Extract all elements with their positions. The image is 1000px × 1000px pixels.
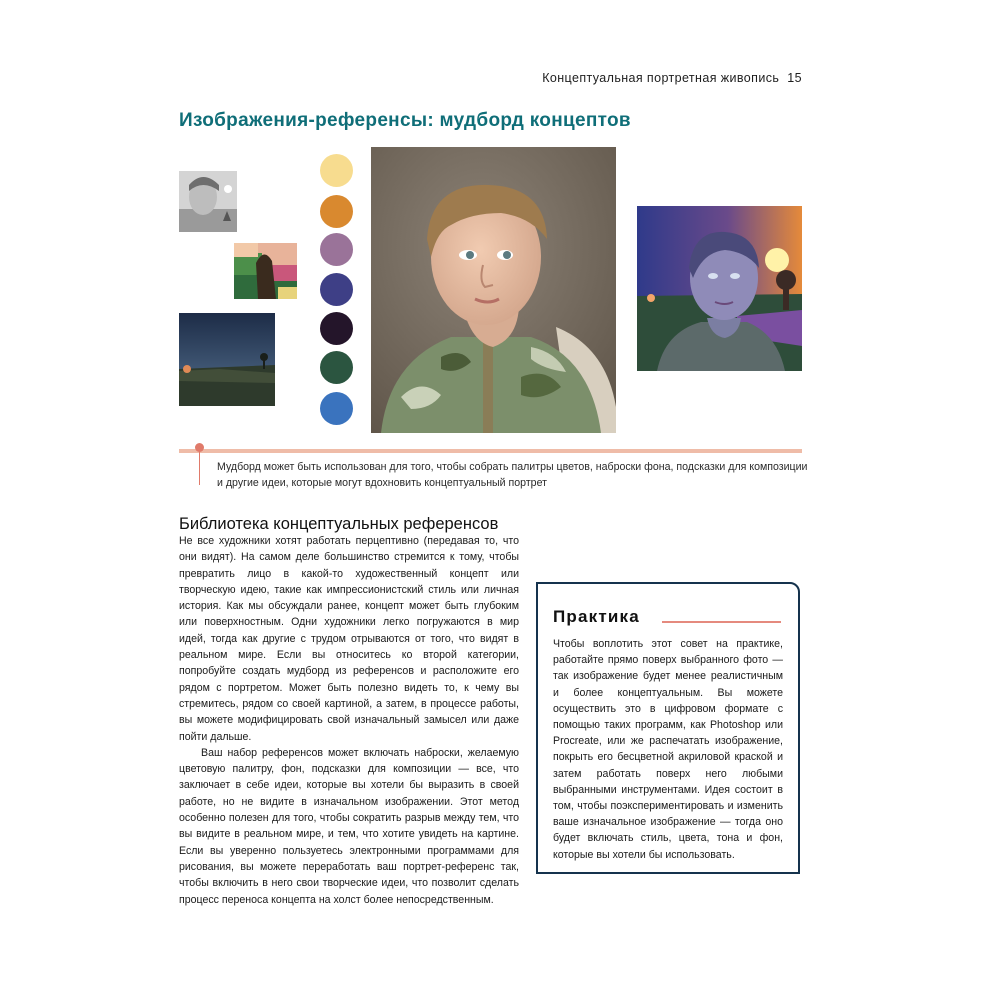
- running-header: [480, 71, 802, 85]
- palette-swatch-3: [320, 233, 353, 266]
- color-study-thumbnail: [234, 243, 297, 299]
- palette-swatch-6: [320, 351, 353, 384]
- body-paragraph: Ваш набор референсов может включать наброски, желаемую цветовую палитру, фон, подсказки для композиции — все, что заключает в себе идеи, которые вы хотели бы выразить в своей работе, но не видите в изначальном изображении. Этот метод особенно полезен для того, чтобы сократить разрыв между тем, что вы видите в реальном мире, и тем, что хотите увидеть на картине. Если вы уверенно пользуетесь электронными программами для рисования, вы можете переработать ваш портрет-референс так, чтобы включить в него свои творческие идеи, что позволит сделать процесс переноса концепта на холст более непосредственным.: [179, 746, 519, 906]
- practice-title-rule: [662, 621, 781, 623]
- page-number: 15: [787, 71, 802, 85]
- practice-title: Практика: [553, 607, 640, 626]
- caption-marker-line: [199, 451, 200, 485]
- caption-divider: [179, 449, 802, 453]
- palette-swatch-4: [320, 273, 353, 306]
- practice-text: Чтобы воплотить этот совет на практике, работайте прямо поверх выбранного фото — так изображение будет менее реалистичным и более концептуальным. Вы можете осуществить это в цифровом формате с помощью таких программ, как Photoshop или Procreate, или же распечатать изображение, покрыть его бесцветной акриловой краской и затем работать поверх него любыми выбранными инструментами. Идея состоит в том, чтобы поэкспериментировать и изменить ваше изначальное изображение — тогда оно будет включать стиль, цвета, тона и фон, которые вы хотели бы использовать.: [553, 638, 783, 861]
- body-paragraph: Не все художники хотят работать перцептивно (передавая то, что они видят). На самом деле большинство стремится к тому, чтобы превратить лицо в какой-то художественный концепт или творческую идею, такие как импрессионистский стиль или личная история. Как мы обсуждали ранее, концепт может быть глубоким или поверхностным. Одни художники легко погружаются в мир идей, тогда как другие с трудом отрываются от того, что видят в реальном мире. Если вы относитесь ко второй категории, попробуйте создать мудборд из референсов и расположите его рядом с портретом. Может быть полезно видеть то, к чему вы стремитесь, рядом со своей картиной, а затем, в процессе работы, вы можете модифицировать свой изначальный замысел или даже пойти дальше.: [179, 535, 519, 743]
- palette-swatch-5: [320, 312, 353, 345]
- section-heading: Библиотека концептуальных референсов: [179, 515, 499, 533]
- palette-swatch-2: [320, 195, 353, 228]
- palette-swatch-7: [320, 392, 353, 425]
- reference-photo: [371, 147, 616, 433]
- body-text: [179, 533, 519, 908]
- concept-painting: [637, 206, 802, 371]
- sketch-thumbnail: [179, 171, 237, 232]
- running-title: Концептуальная портретная живопись: [542, 71, 780, 85]
- figure-caption: Мудборд может быть использован для того, чтобы собрать палитры цветов, наброски фона, подсказки для композиции и другие идеи, которые могут вдохновить концептуальный портрет: [217, 461, 808, 489]
- page-title: Изображения-референсы: мудборд концептов: [179, 110, 631, 131]
- palette-swatch-1: [320, 154, 353, 187]
- landscape-thumbnail: [179, 313, 275, 406]
